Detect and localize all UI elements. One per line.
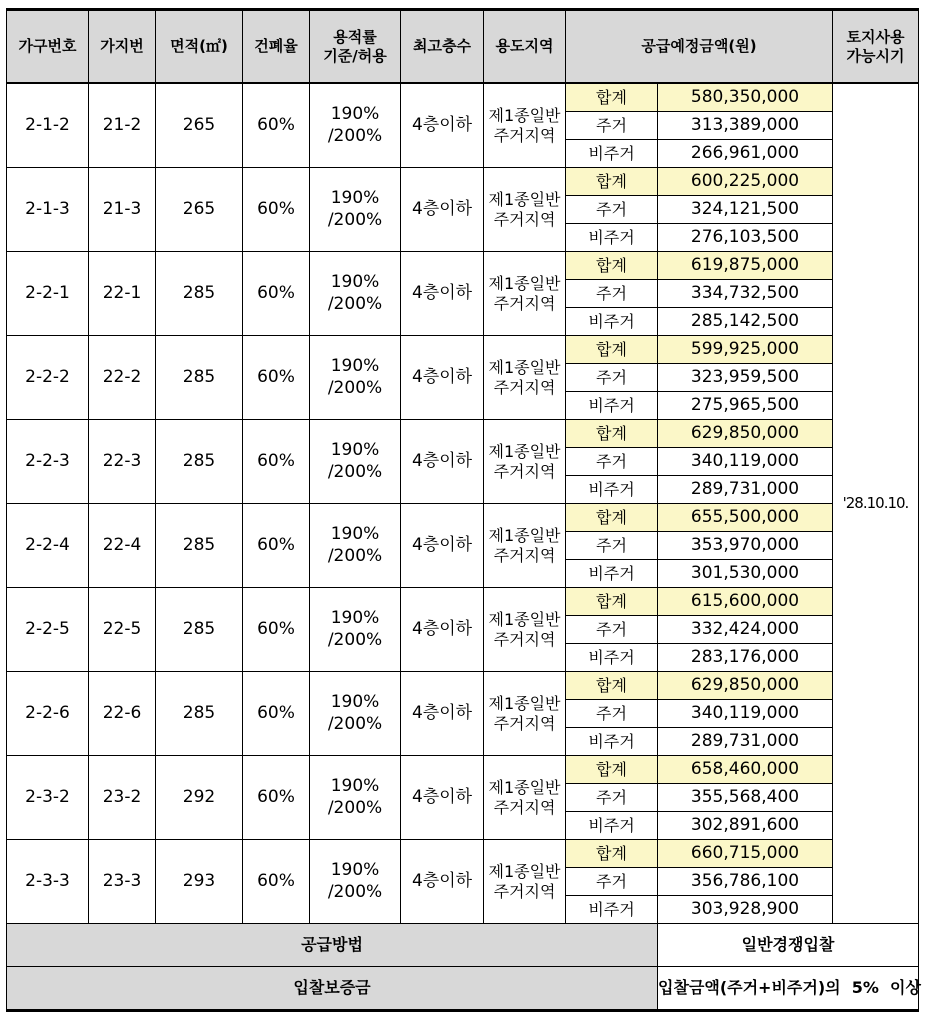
parcel-number: 23-2 [89,756,156,840]
parcel-number: 22-3 [89,420,156,504]
header-max-floor: 최고층수 [401,10,484,84]
lot-number: 2-2-4 [7,504,89,588]
non-residential-amount: 285,142,500 [658,308,833,336]
residential-amount: 324,121,500 [658,196,833,224]
non-residential-amount: 289,731,000 [658,728,833,756]
non-residential-label: 비주거 [566,392,658,420]
max-floor-value: 4층이하 [401,756,484,840]
total-label: 합계 [566,168,658,196]
area-value: 285 [156,420,243,504]
supply-method-value: 일반경쟁입찰 [658,924,919,967]
table-row [7,588,919,616]
far-value: 190% /200% [310,756,401,840]
footer-row-method [7,924,919,967]
lot-number: 2-2-1 [7,252,89,336]
header-coverage: 건폐율 [243,10,310,84]
far-value: 190% /200% [310,504,401,588]
far-value: 190% /200% [310,588,401,672]
lot-number: 2-3-3 [7,840,89,924]
residential-amount: 332,424,000 [658,616,833,644]
residential-label: 주거 [566,364,658,392]
coverage-value: 60% [243,504,310,588]
parcel-number: 22-1 [89,252,156,336]
non-residential-label: 비주거 [566,728,658,756]
residential-amount: 340,119,000 [658,448,833,476]
area-value: 265 [156,83,243,168]
parcel-number: 22-2 [89,336,156,420]
non-residential-label: 비주거 [566,644,658,672]
non-residential-amount: 266,961,000 [658,140,833,168]
zone-value: 제1종일반 주거지역 [484,504,566,588]
land-supply-table-container [6,8,919,1012]
total-label: 합계 [566,83,658,112]
area-value: 285 [156,504,243,588]
far-value: 190% /200% [310,336,401,420]
area-value: 285 [156,336,243,420]
far-value: 190% /200% [310,252,401,336]
header-area: 면적(㎡) [156,10,243,84]
max-floor-value: 4층이하 [401,336,484,420]
header-zone: 용도지역 [484,10,566,84]
total-label: 합계 [566,840,658,868]
total-label: 합계 [566,672,658,700]
residential-label: 주거 [566,868,658,896]
total-amount: 629,850,000 [658,672,833,700]
table-row [7,336,919,364]
table-row [7,420,919,448]
table-row [7,756,919,784]
zone-value: 제1종일반 주거지역 [484,252,566,336]
zone-value: 제1종일반 주거지역 [484,168,566,252]
total-amount: 660,715,000 [658,840,833,868]
max-floor-value: 4층이하 [401,504,484,588]
non-residential-amount: 276,103,500 [658,224,833,252]
residential-label: 주거 [566,616,658,644]
non-residential-amount: 275,965,500 [658,392,833,420]
parcel-number: 22-6 [89,672,156,756]
header-land-use: 토지사용 가능시기 [833,10,919,84]
header-parcel-no: 가지번 [89,10,156,84]
total-label: 합계 [566,588,658,616]
bid-deposit-value: 입찰금액(주거+비주거)의 5% 이상 [658,967,919,1011]
non-residential-amount: 283,176,000 [658,644,833,672]
area-value: 293 [156,840,243,924]
zone-value: 제1종일반 주거지역 [484,83,566,168]
max-floor-value: 4층이하 [401,83,484,168]
non-residential-amount: 289,731,000 [658,476,833,504]
zone-value: 제1종일반 주거지역 [484,756,566,840]
total-amount: 600,225,000 [658,168,833,196]
coverage-value: 60% [243,168,310,252]
land-use-date: '28.10.10. [833,83,919,924]
zone-value: 제1종일반 주거지역 [484,420,566,504]
header-lot-no: 가구번호 [7,10,89,84]
residential-amount: 313,389,000 [658,112,833,140]
non-residential-label: 비주거 [566,308,658,336]
total-amount: 629,850,000 [658,420,833,448]
residential-label: 주거 [566,112,658,140]
total-label: 합계 [566,756,658,784]
total-label: 합계 [566,420,658,448]
far-value: 190% /200% [310,840,401,924]
residential-amount: 340,119,000 [658,700,833,728]
zone-value: 제1종일반 주거지역 [484,672,566,756]
non-residential-label: 비주거 [566,896,658,924]
total-amount: 580,350,000 [658,83,833,112]
max-floor-value: 4층이하 [401,420,484,504]
bid-deposit-label: 입찰보증금 [7,967,658,1011]
residential-amount: 353,970,000 [658,532,833,560]
lot-number: 2-1-2 [7,83,89,168]
non-residential-label: 비주거 [566,560,658,588]
lot-number: 2-2-2 [7,336,89,420]
total-label: 합계 [566,504,658,532]
max-floor-value: 4층이하 [401,672,484,756]
area-value: 285 [156,588,243,672]
coverage-value: 60% [243,672,310,756]
footer-row-deposit [7,967,919,1011]
lot-number: 2-2-6 [7,672,89,756]
residential-label: 주거 [566,196,658,224]
max-floor-value: 4층이하 [401,588,484,672]
lot-number: 2-2-3 [7,420,89,504]
lot-number: 2-3-2 [7,756,89,840]
total-amount: 615,600,000 [658,588,833,616]
coverage-value: 60% [243,756,310,840]
parcel-number: 22-4 [89,504,156,588]
residential-amount: 323,959,500 [658,364,833,392]
residential-amount: 334,732,500 [658,280,833,308]
max-floor-value: 4층이하 [401,168,484,252]
residential-label: 주거 [566,532,658,560]
coverage-value: 60% [243,588,310,672]
far-value: 190% /200% [310,672,401,756]
parcel-number: 21-2 [89,83,156,168]
total-amount: 658,460,000 [658,756,833,784]
zone-value: 제1종일반 주거지역 [484,588,566,672]
area-value: 265 [156,168,243,252]
residential-label: 주거 [566,700,658,728]
area-value: 292 [156,756,243,840]
far-value: 190% /200% [310,420,401,504]
coverage-value: 60% [243,336,310,420]
residential-label: 주거 [566,280,658,308]
parcel-number: 22-5 [89,588,156,672]
coverage-value: 60% [243,252,310,336]
max-floor-value: 4층이하 [401,252,484,336]
non-residential-amount: 301,530,000 [658,560,833,588]
zone-value: 제1종일반 주거지역 [484,840,566,924]
far-value: 190% /200% [310,168,401,252]
header-row [7,10,919,84]
table-row [7,840,919,868]
table-body [7,83,919,924]
residential-amount: 355,568,400 [658,784,833,812]
non-residential-label: 비주거 [566,476,658,504]
coverage-value: 60% [243,840,310,924]
total-amount: 619,875,000 [658,252,833,280]
land-supply-table [6,8,919,1012]
parcel-number: 23-3 [89,840,156,924]
table-row [7,168,919,196]
coverage-value: 60% [243,420,310,504]
total-amount: 599,925,000 [658,336,833,364]
table-row [7,83,919,112]
far-value: 190% /200% [310,83,401,168]
max-floor-value: 4층이하 [401,840,484,924]
area-value: 285 [156,672,243,756]
table-row [7,504,919,532]
non-residential-label: 비주거 [566,812,658,840]
non-residential-label: 비주거 [566,140,658,168]
header-price: 공급예정금액(원) [566,10,833,84]
area-value: 285 [156,252,243,336]
table-row [7,672,919,700]
non-residential-label: 비주거 [566,224,658,252]
lot-number: 2-1-3 [7,168,89,252]
coverage-value: 60% [243,83,310,168]
residential-label: 주거 [566,448,658,476]
zone-value: 제1종일반 주거지역 [484,336,566,420]
supply-method-label: 공급방법 [7,924,658,967]
non-residential-amount: 302,891,600 [658,812,833,840]
parcel-number: 21-3 [89,168,156,252]
total-amount: 655,500,000 [658,504,833,532]
table-row [7,252,919,280]
residential-amount: 356,786,100 [658,868,833,896]
residential-label: 주거 [566,784,658,812]
lot-number: 2-2-5 [7,588,89,672]
non-residential-amount: 303,928,900 [658,896,833,924]
total-label: 합계 [566,252,658,280]
header-far: 용적률 기준/허용 [310,10,401,84]
total-label: 합계 [566,336,658,364]
